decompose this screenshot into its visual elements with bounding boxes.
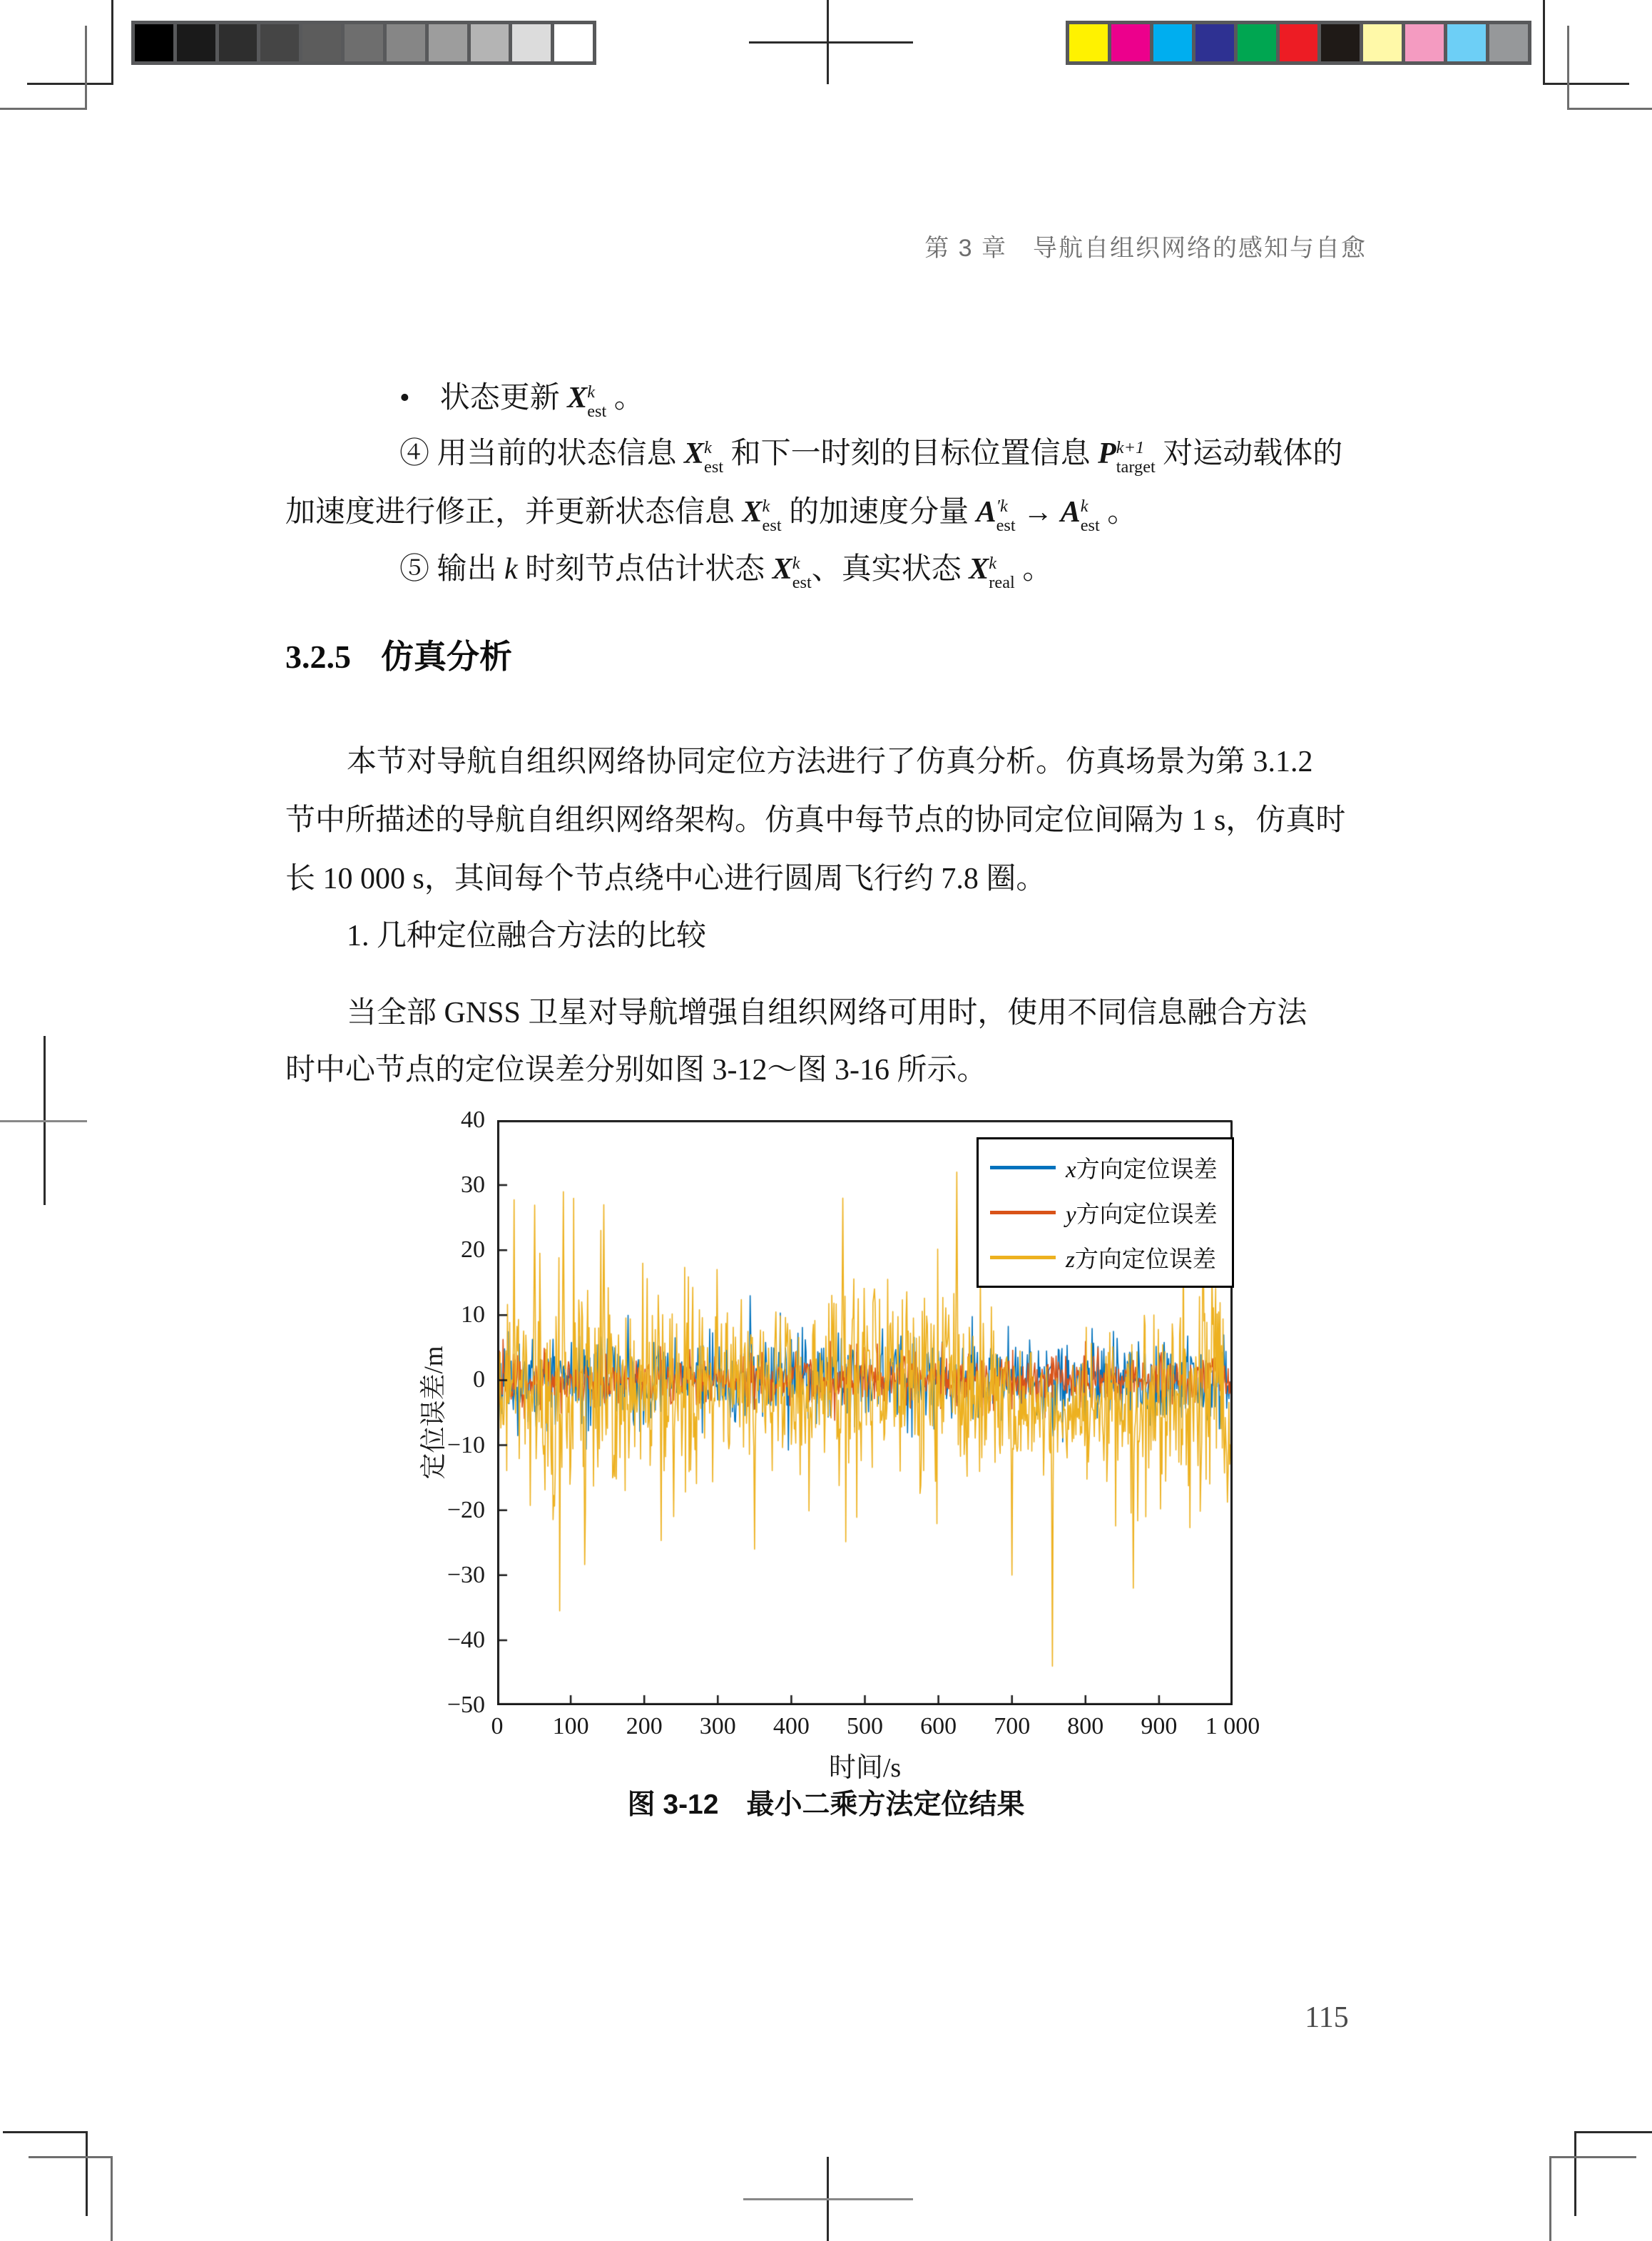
x-tick-label: 1 000: [1205, 1713, 1260, 1739]
legend-line-sample: [990, 1256, 1056, 1259]
crop-mark: [1574, 2131, 1576, 2216]
calibration-swatch: [387, 24, 425, 61]
crop-mark: [1574, 2131, 1652, 2133]
paragraph-line: 本节对导航自组织网络协同定位方法进行了仿真分析。仿真场景为第 3.1.2: [347, 746, 1313, 778]
section-heading: [285, 631, 512, 678]
legend-line-sample: [990, 1211, 1056, 1214]
calibration-swatch: [1153, 24, 1192, 61]
crop-mark: [3, 2131, 87, 2133]
text-run: 对运动载体的: [1155, 437, 1343, 470]
y-tick-label: −20: [447, 1496, 485, 1523]
crop-mark: [0, 1120, 87, 1122]
calibration-swatch: [1280, 24, 1318, 61]
step-line: [399, 375, 644, 422]
calibration-swatch: [1363, 24, 1402, 61]
crop-mark: [1549, 2156, 1636, 2158]
y-tick-label: −10: [447, 1431, 485, 1458]
legend-item: [990, 1241, 1218, 1274]
figure-caption: 图 3-12 最小二乘方法定位结果: [627, 1789, 1025, 1820]
list-heading: 1. 几种定位融合方法的比较: [347, 920, 707, 952]
text-run: 、真实状态: [811, 553, 969, 586]
text-run: 加速度进行修正，并更新状态信息: [285, 496, 743, 529]
crop-mark: [1567, 108, 1652, 110]
y-tick-label: −30: [447, 1561, 485, 1588]
crop-mark: [86, 2131, 88, 2216]
calibration-swatch: [554, 24, 593, 61]
crop-mark: [1543, 0, 1545, 85]
x-tick-label: 200: [626, 1713, 663, 1739]
grayscale-calibration-bar: [131, 21, 596, 65]
y-axis-label: 定位误差/m: [419, 1346, 449, 1480]
calibration-swatch: [302, 24, 341, 61]
chart-legend: [977, 1137, 1234, 1288]
crop-mark: [749, 41, 913, 44]
calibration-swatch: [1238, 24, 1276, 61]
inline-math: A ′k est: [976, 496, 1016, 536]
y-tick-label: 10: [461, 1301, 485, 1328]
x-tick-label: 300: [699, 1713, 736, 1739]
legend-item: [990, 1196, 1218, 1229]
text-run: 和下一时刻的目标位置信息: [723, 437, 1098, 470]
inline-math: k: [504, 553, 518, 586]
text-run: →: [1015, 496, 1061, 529]
crop-mark: [1543, 83, 1629, 85]
paragraph-line: 当全部 GNSS 卫星对导航增强自组织网络可用时，使用不同信息融合方法: [347, 997, 1307, 1030]
text-run: 。: [1014, 553, 1053, 586]
x-tick-label: 400: [773, 1713, 810, 1739]
text-run: ④ 用当前的状态信息: [399, 437, 685, 470]
paragraph-line: 时中心节点的定位误差分别如图 3-12～图 3-16 所示。: [285, 1054, 987, 1087]
y-tick-label: 20: [461, 1236, 485, 1264]
calibration-swatch: [471, 24, 509, 61]
inline-math: X k real: [969, 553, 1015, 593]
text-run: 的加速度分量: [781, 496, 977, 529]
crop-mark: [743, 2198, 913, 2200]
inline-math: X k est: [772, 553, 812, 593]
y-tick-label: 30: [461, 1172, 485, 1199]
text-run: 。: [1099, 496, 1138, 529]
calibration-swatch: [345, 24, 383, 61]
calibration-swatch: [1447, 24, 1486, 61]
x-tick-label: 100: [552, 1713, 589, 1739]
y-tick-label: 0: [473, 1366, 485, 1393]
inline-math: X k est: [742, 496, 782, 536]
calibration-swatch: [1111, 24, 1150, 61]
section-title: 仿真分析: [381, 639, 512, 675]
calibration-swatch: [260, 24, 299, 61]
calibration-swatch: [1195, 24, 1234, 61]
legend-label: y方向定位误差: [1066, 1202, 1218, 1228]
crop-mark: [827, 0, 829, 84]
inline-math: X k est: [567, 382, 607, 422]
calibration-swatch: [135, 24, 173, 61]
legend-label: z方向定位误差: [1066, 1247, 1216, 1273]
step-line: [285, 489, 1137, 536]
crop-mark: [29, 2156, 113, 2158]
figure-chart: [419, 1107, 1260, 1783]
calibration-swatch: [1405, 24, 1444, 61]
inline-math: P k+1 target: [1098, 437, 1156, 477]
page-number: 115: [1305, 2001, 1349, 2034]
y-tick-label: −40: [447, 1626, 485, 1653]
text-run: 时刻节点估计状态: [517, 553, 773, 586]
inline-math: A k est: [1060, 496, 1100, 536]
text-run: ⑤ 输出: [399, 553, 505, 586]
legend-item: [990, 1151, 1218, 1184]
section-number: 3.2.5: [285, 639, 351, 675]
crop-mark: [1549, 2156, 1551, 2241]
calibration-swatch: [219, 24, 258, 61]
y-tick-label: −50: [447, 1692, 485, 1718]
calibration-swatch: [1489, 24, 1528, 61]
calibration-swatch: [177, 24, 215, 61]
crop-mark: [1567, 26, 1569, 110]
calibration-swatch: [512, 24, 551, 61]
crop-mark: [111, 0, 113, 85]
inline-math: X k est: [684, 437, 724, 477]
step-line: [399, 431, 1342, 477]
paragraph-line: 长 10 000 s，其间每个节点绕中心进行圆周飞行约 7.8 圈。: [285, 863, 1046, 895]
x-tick-label: 800: [1067, 1713, 1104, 1739]
text-run: 。: [606, 382, 644, 415]
legend-line-sample: [990, 1166, 1056, 1169]
x-tick-label: 600: [920, 1713, 957, 1739]
step-line: [399, 547, 1052, 593]
paragraph-line: 节中所描述的导航自组织网络架构。仿真中每节点的协同定位间隔为 1 s，仿真时: [285, 804, 1346, 837]
crop-mark: [27, 83, 113, 85]
color-calibration-bar: [1066, 21, 1531, 65]
x-tick-label: 700: [994, 1713, 1031, 1739]
legend-label: x方向定位误差: [1066, 1157, 1218, 1183]
calibration-swatch: [1069, 24, 1108, 61]
y-tick-label: 40: [461, 1107, 485, 1133]
text-run: • 状态更新: [399, 382, 568, 415]
x-axis-label: 时间/s: [828, 1753, 902, 1783]
x-tick-label: 900: [1141, 1713, 1178, 1739]
crop-mark: [0, 108, 87, 110]
calibration-swatch: [1321, 24, 1360, 61]
crop-mark: [111, 2156, 113, 2241]
x-tick-label: 500: [847, 1713, 883, 1739]
crop-mark: [85, 26, 87, 110]
running-header: 第 3 章 导航自组织网络的感知与自愈: [924, 235, 1367, 262]
calibration-swatch: [429, 24, 467, 61]
x-tick-label: 0: [491, 1713, 504, 1739]
